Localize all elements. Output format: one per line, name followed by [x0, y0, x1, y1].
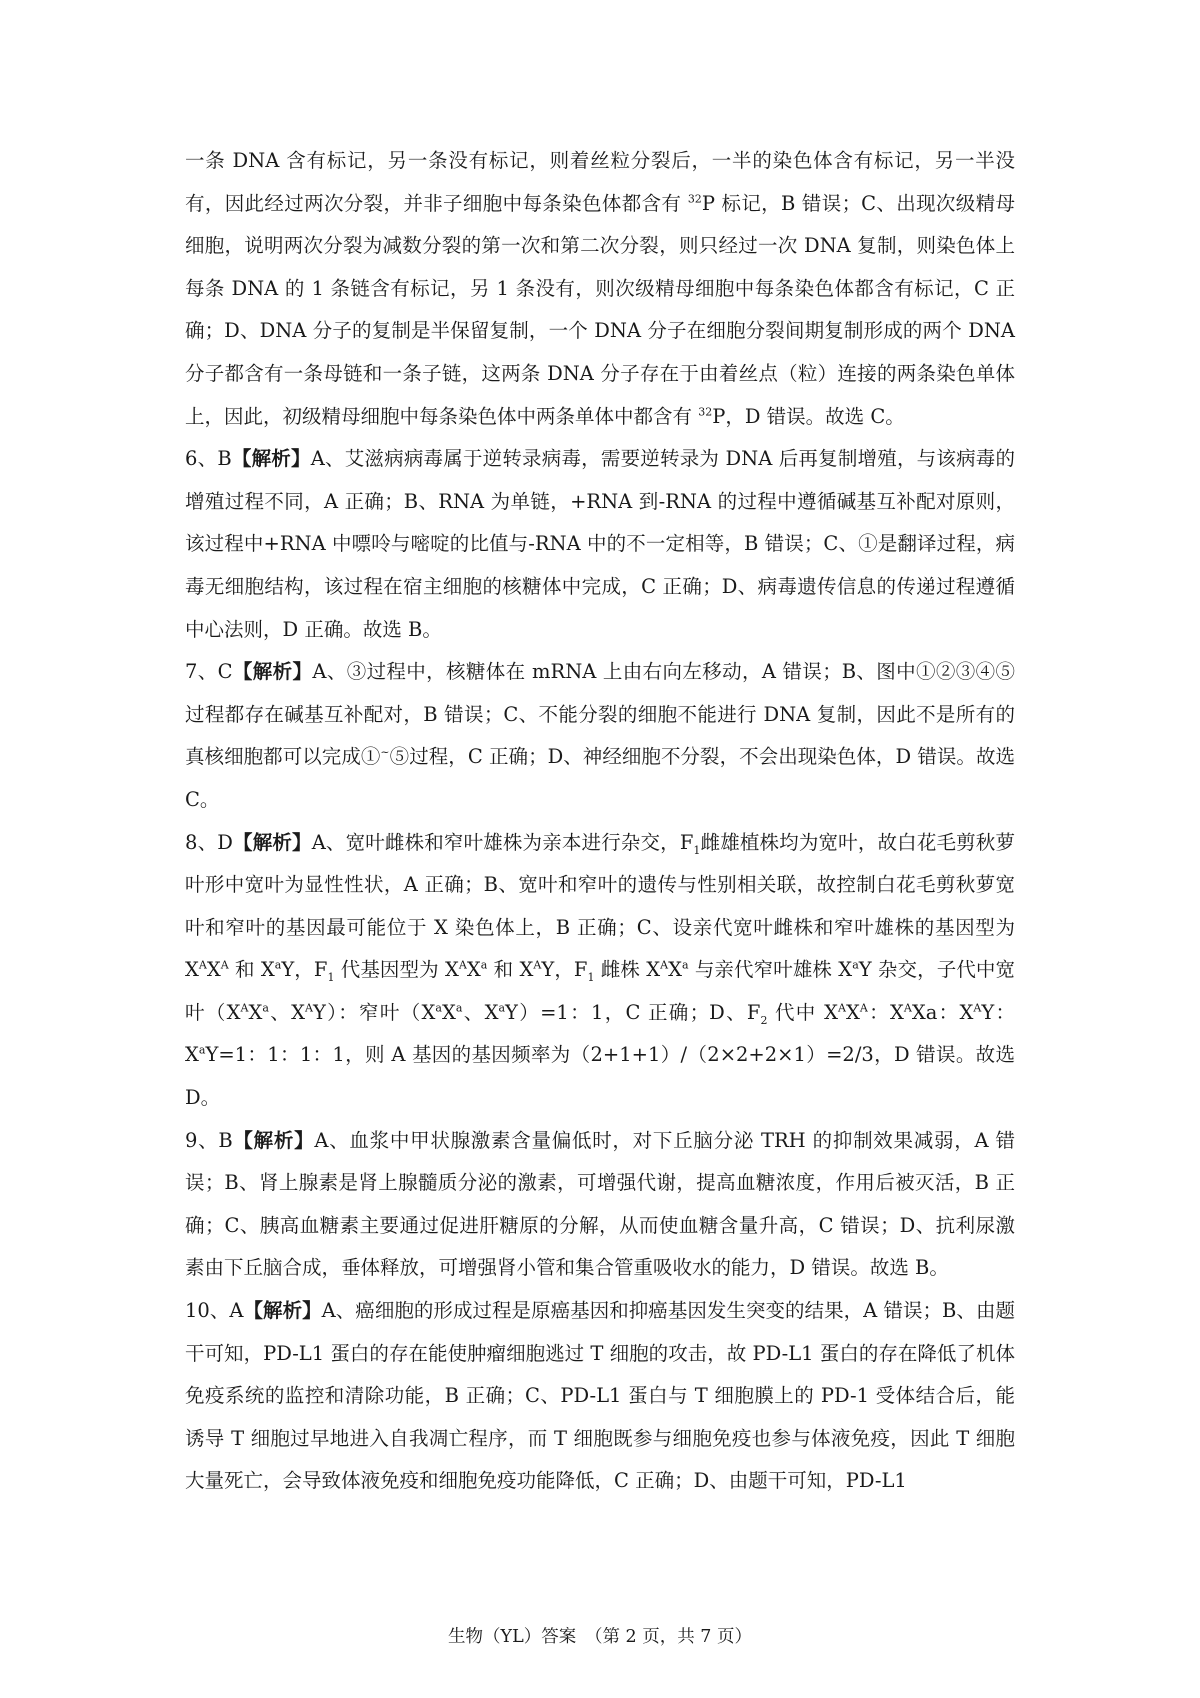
- superscript: A: [458, 958, 467, 972]
- text-segment: Y=1：1：1：1，则 A 基因的基因频率为（2+1+1）/（2×2+2×1）=2/3，D 错误。故选 D。: [185, 1043, 1015, 1110]
- superscript: a: [198, 1043, 206, 1057]
- text-segment: 和 X: [228, 958, 275, 982]
- text-segment: P 标记，B 错误；C、出现次级精母细胞，说明两次分裂为减数分裂的第一次和第二次分裂，则只经过一次 DNA 复制，则染色体上每条 DNA 的 1 条链含有标记，另 1 条没有，则次级精母细胞中每条染色体都含有标记，C 正确；D、DNA 分子的复制是半保留复制，一个 DNA 分子在细胞分裂间期复制形成的两个 DNA 分子都含有一条母链和一条子链，这两条 DNA 分子存在于由着丝点（粒）连接的两条染色单体上，因此，初级精母细胞中每条染色体中两条单体中都含有: [185, 191, 1015, 428]
- text-segment: 9、B: [185, 1128, 233, 1152]
- text-segment: 代中 X: [767, 1000, 839, 1024]
- superscript: A: [240, 1001, 249, 1015]
- subscript: 2: [760, 1013, 768, 1027]
- superscript: a: [852, 958, 859, 972]
- subscript: 1: [327, 971, 335, 985]
- text-segment: 一条 DNA 含有标记，另一条没有标记，则着丝粒分裂后，一半的染色体含有标记，另一半没有，因此经过两次分裂，并非子细胞中每条染色体都含有: [185, 149, 1015, 215]
- answer-paragraph: [185, 1120, 1015, 1290]
- text-segment: 代基因型为 X: [334, 958, 459, 982]
- text-segment: ⑤过程，C 正确；D、神经细胞不分裂，不会出现染色体，D 错误。故选 C。: [185, 745, 1015, 811]
- analysis-label: 【解析】: [243, 1299, 322, 1323]
- text-segment: A、③过程中，核糖体在 mRNA 上由右向左移动，A 错误；B、图中①②③④⑤过程都存在碱基互补配对，B 错误；C、不能分裂的细胞不能进行 DNA 复制，因此不是所有的真核细胞都可以完成①: [185, 660, 1015, 769]
- superscript: a: [480, 958, 488, 972]
- superscript: a: [262, 1001, 269, 1015]
- text-segment: ：X: [867, 1000, 904, 1024]
- superscript: A: [198, 958, 207, 972]
- text-segment: Xa：X: [911, 1000, 974, 1024]
- superscript: A: [533, 958, 542, 972]
- text-segment: X: [845, 1000, 860, 1024]
- answer-paragraph: [185, 822, 1015, 1120]
- text-segment: 7、C: [185, 660, 233, 684]
- superscript: A: [305, 1001, 313, 1015]
- text-segment: Y，F: [541, 958, 588, 982]
- superscript: a: [435, 1001, 442, 1015]
- page-footer: 生物（YL）答案 （第 2 页，共 7 页）: [448, 1627, 752, 1647]
- superscript: 32: [687, 192, 702, 206]
- text-segment: 雌雄植株均为宽叶，故白花毛剪秋萝叶形中宽叶为显性性状，A 正确；B、宽叶和窄叶的遗传与性别相关联，故控制白花毛剪秋萝宽叶和窄叶的基因最可能位于 X 染色体上，B 正确；C、设亲代宽叶雌株和窄叶雄株的基因型为 X: [185, 830, 1015, 982]
- superscript: a: [274, 958, 282, 972]
- text-segment: Y：X: [185, 1000, 1016, 1067]
- text-segment: 与亲代窄叶雄株 X: [688, 958, 853, 982]
- text-segment: X: [441, 1000, 456, 1024]
- text-segment: P，D 错误。故选 C。: [712, 404, 905, 428]
- superscript: A: [859, 1001, 868, 1015]
- answer-paragraph: [185, 438, 1015, 651]
- analysis-label: 【解析】: [232, 830, 312, 854]
- text-segment: X: [206, 958, 221, 982]
- answer-paragraph-continued: [185, 140, 1015, 438]
- superscript: ~: [380, 745, 390, 759]
- answer-text-body: [185, 140, 1015, 1503]
- superscript: A: [903, 1001, 912, 1015]
- analysis-label: 【解析】: [232, 660, 313, 684]
- text-segment: Y，F: [281, 958, 328, 982]
- text-segment: 10、A: [185, 1299, 244, 1323]
- text-segment: X: [466, 958, 481, 982]
- text-segment: A、癌细胞的形成过程是原癌基因和抑癌基因发生突变的结果，A 错误；B、由题干可知，PD-L1 蛋白的存在能使肿瘤细胞逃过 T 细胞的攻击，故 PD-L1 蛋白的存在降低了机体免疫系统的监控和清除功能，B 正确；C、PD-L1 蛋白与 T 细胞膜上的 PD-1 受体结合后，能诱导 T 细胞过早地进入自我凋亡程序，而 T 细胞既参与细胞免疫也参与体液免疫，因此 T 细胞大量死亡，会导致体液免疫和细胞免疫功能降低，C 正确；D、由题干可知，PD-L1: [185, 1299, 1015, 1493]
- superscript: 32: [698, 405, 713, 419]
- answer-paragraph: [185, 651, 1015, 821]
- text-segment: 6、B: [185, 447, 232, 471]
- text-segment: Y）=1：1，C 正确；D、F: [505, 1000, 761, 1024]
- text-segment: 、X: [268, 1000, 305, 1024]
- answer-paragraph: [185, 1290, 1015, 1503]
- text-segment: 和 X: [487, 958, 534, 982]
- subscript: 1: [693, 843, 701, 857]
- superscript: A: [220, 958, 229, 972]
- text-segment: X: [668, 958, 682, 982]
- text-segment: 、X: [462, 1000, 499, 1024]
- superscript: a: [681, 958, 689, 972]
- text-segment: X: [248, 1000, 263, 1024]
- analysis-label: 【解析】: [232, 1128, 315, 1152]
- superscript: A: [973, 1001, 982, 1015]
- superscript: a: [455, 1001, 463, 1015]
- superscript: A: [660, 958, 669, 972]
- superscript: A: [838, 1001, 846, 1015]
- text-segment: 雌株 X: [594, 958, 661, 982]
- analysis-label: 【解析】: [231, 447, 311, 471]
- text-segment: Y）：窄叶（X: [312, 1000, 436, 1024]
- text-segment: 8、D: [185, 830, 233, 854]
- subscript: 1: [587, 971, 595, 985]
- text-segment: A、血浆中甲状腺激素含量偏低时，对下丘脑分泌 TRH 的抑制效果减弱，A 错误；B、肾上腺素是肾上腺髓质分泌的激素，可增强代谢，提高血糖浓度，作用后被灭活，B 正确；C、胰高血糖素主要通过促进肝糖原的分解，从而使血糖含量升高，C 错误；D、抗利尿激素由下丘脑合成，垂体释放，可增强肾小管和集合管重吸收水的能力，D 错误。故选 B。: [185, 1128, 1015, 1280]
- text-segment: A、艾滋病病毒属于逆转录病毒，需要逆转录为 DNA 后再复制增殖，与该病毒的增殖过程不同，A 正确；B、RNA 为单链，+RNA 到-RNA 的过程中遵循碱基互补配对原则，该过程中+RNA 中嘌呤与嘧啶的比值与-RNA 中的不一定相等，B 错误；C、①是翻译过程，病毒无细胞结构，该过程在宿主细胞的核糖体中完成，C 正确；D、病毒遗传信息的传递过程遵循中心法则，D 正确。故选 B。: [185, 447, 1015, 641]
- text-segment: A、宽叶雌株和窄叶雄株为亲本进行杂交，F: [311, 830, 694, 854]
- superscript: a: [498, 1001, 506, 1015]
- text-segment: Y 杂交，子代中宽叶（X: [185, 958, 1016, 1024]
